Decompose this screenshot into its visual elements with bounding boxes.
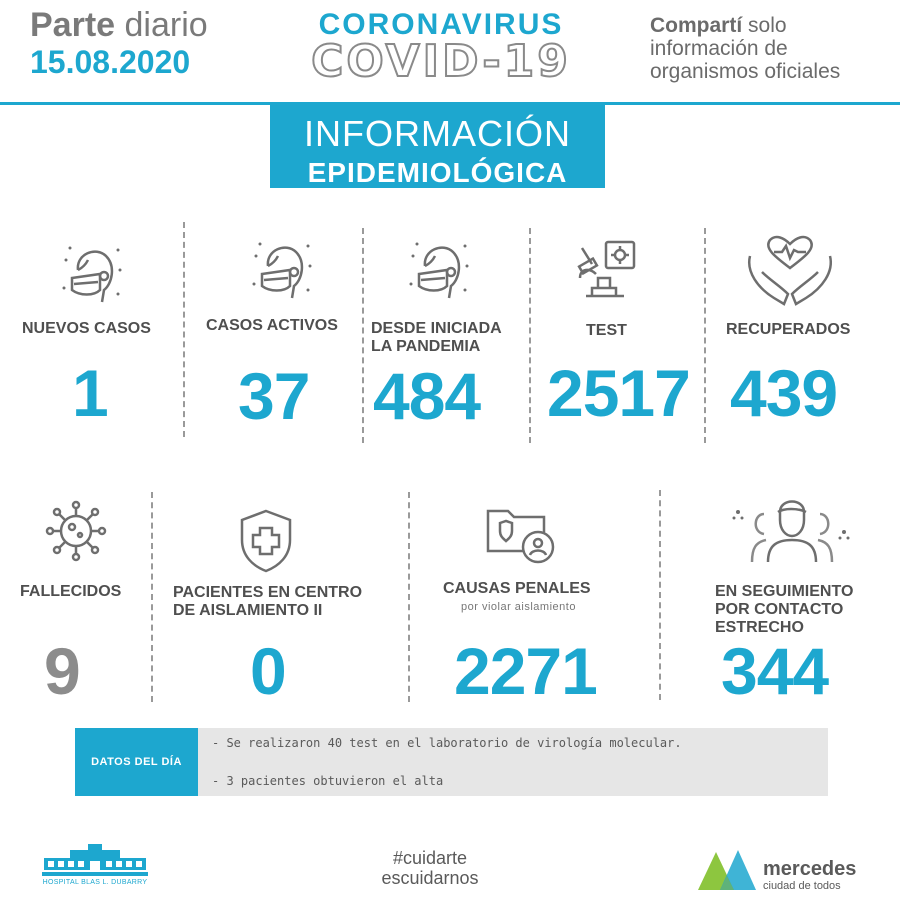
banner-line1: INFORMACIÓN	[304, 113, 571, 154]
diario-word: diario	[115, 6, 208, 44]
divider	[362, 228, 364, 443]
label-line: EN SEGUIMIENTO	[715, 583, 854, 600]
stat-label-pacientes-aislamiento	[173, 584, 362, 620]
stat-value-fallecidos: 9	[44, 634, 80, 708]
label-line: ESTRECHO	[715, 619, 804, 636]
stat-label-test: TEST	[586, 322, 627, 339]
brand-tagline: ciudad de todos	[763, 880, 841, 892]
microscope-icon	[572, 238, 638, 304]
stat-label-desde-iniciada	[371, 320, 502, 356]
stat-label-causas-penales: CAUSAS PENALES	[443, 580, 591, 597]
divider	[183, 222, 185, 437]
stat-label-fallecidos: FALLECIDOS	[20, 583, 122, 600]
divider	[659, 490, 661, 700]
stat-label-casos-activos: CASOS ACTIVOS	[206, 317, 338, 334]
hospital-name: HOSPITAL BLAS L. DUBARRY	[42, 879, 148, 886]
share-notice	[650, 14, 890, 83]
hashtag-line-1: #cuidarte	[392, 848, 468, 868]
masked-face-icon	[248, 236, 316, 304]
heart-hands-icon	[744, 232, 836, 310]
coronavirus-title: CORONAVIRUS	[318, 8, 564, 41]
stat-value-recuperados: 439	[730, 356, 838, 430]
stat-value-desde-iniciada: 484	[373, 359, 481, 433]
hashtag-line-2: escuidarnos	[381, 868, 479, 888]
brand-name: mercedes	[763, 858, 857, 880]
label-line: DE AISLAMIENTO II	[173, 602, 323, 619]
hospital-logo-icon	[40, 844, 150, 878]
stat-label-nuevos-casos: NUEVOS CASOS	[22, 320, 151, 337]
label-line: LA PANDEMIA	[371, 338, 481, 355]
header-parte-diario	[30, 6, 208, 45]
stat-sublabel-causas-penales: por violar aislamiento	[461, 601, 576, 613]
label-line: POR CONTACTO	[715, 601, 844, 618]
divider	[529, 228, 531, 443]
stat-label-seguimiento	[715, 583, 853, 637]
mercedes-logo-icon	[698, 846, 758, 890]
divider	[408, 492, 410, 702]
stat-value-casos-activos: 37	[238, 359, 310, 433]
masked-face-icon	[405, 236, 473, 304]
banner-line2: EPIDEMIOLÓGICA	[307, 157, 568, 188]
stat-value-causas-penales: 2271	[454, 634, 597, 708]
divider	[151, 492, 153, 702]
virus-icon	[42, 500, 110, 562]
masked-face-icon	[58, 240, 126, 308]
daily-data-label: DATOS DEL DÍA	[75, 728, 198, 796]
contacts-icon	[724, 492, 854, 564]
epidemiological-banner	[270, 105, 605, 188]
share-bold: Compartí	[650, 14, 743, 37]
parte-word: Parte	[30, 6, 116, 44]
divider	[704, 228, 706, 443]
label-line: PACIENTES EN CENTRO	[173, 584, 363, 601]
stat-value-pacientes-aislamiento: 0	[250, 634, 286, 708]
report-date: 15.08.2020	[30, 44, 191, 80]
share-text: solo información de organismos oficiales	[650, 14, 841, 83]
stat-value-nuevos-casos: 1	[72, 356, 108, 430]
daily-data-line-1: - Se realizaron 40 test en el laboratorio de virología molecular.	[212, 736, 682, 750]
stat-value-seguimiento: 344	[721, 634, 829, 708]
folder-person-icon	[486, 503, 562, 565]
daily-data-line-2: - 3 pacientes obtuvieron el alta	[212, 774, 444, 788]
stat-value-test: 2517	[547, 356, 690, 430]
shield-cross-icon	[237, 508, 295, 574]
stat-label-recuperados: RECUPERADOS	[726, 321, 851, 338]
covid-title: COVID-19	[311, 36, 571, 87]
label-line: DESDE INICIADA	[371, 320, 502, 337]
